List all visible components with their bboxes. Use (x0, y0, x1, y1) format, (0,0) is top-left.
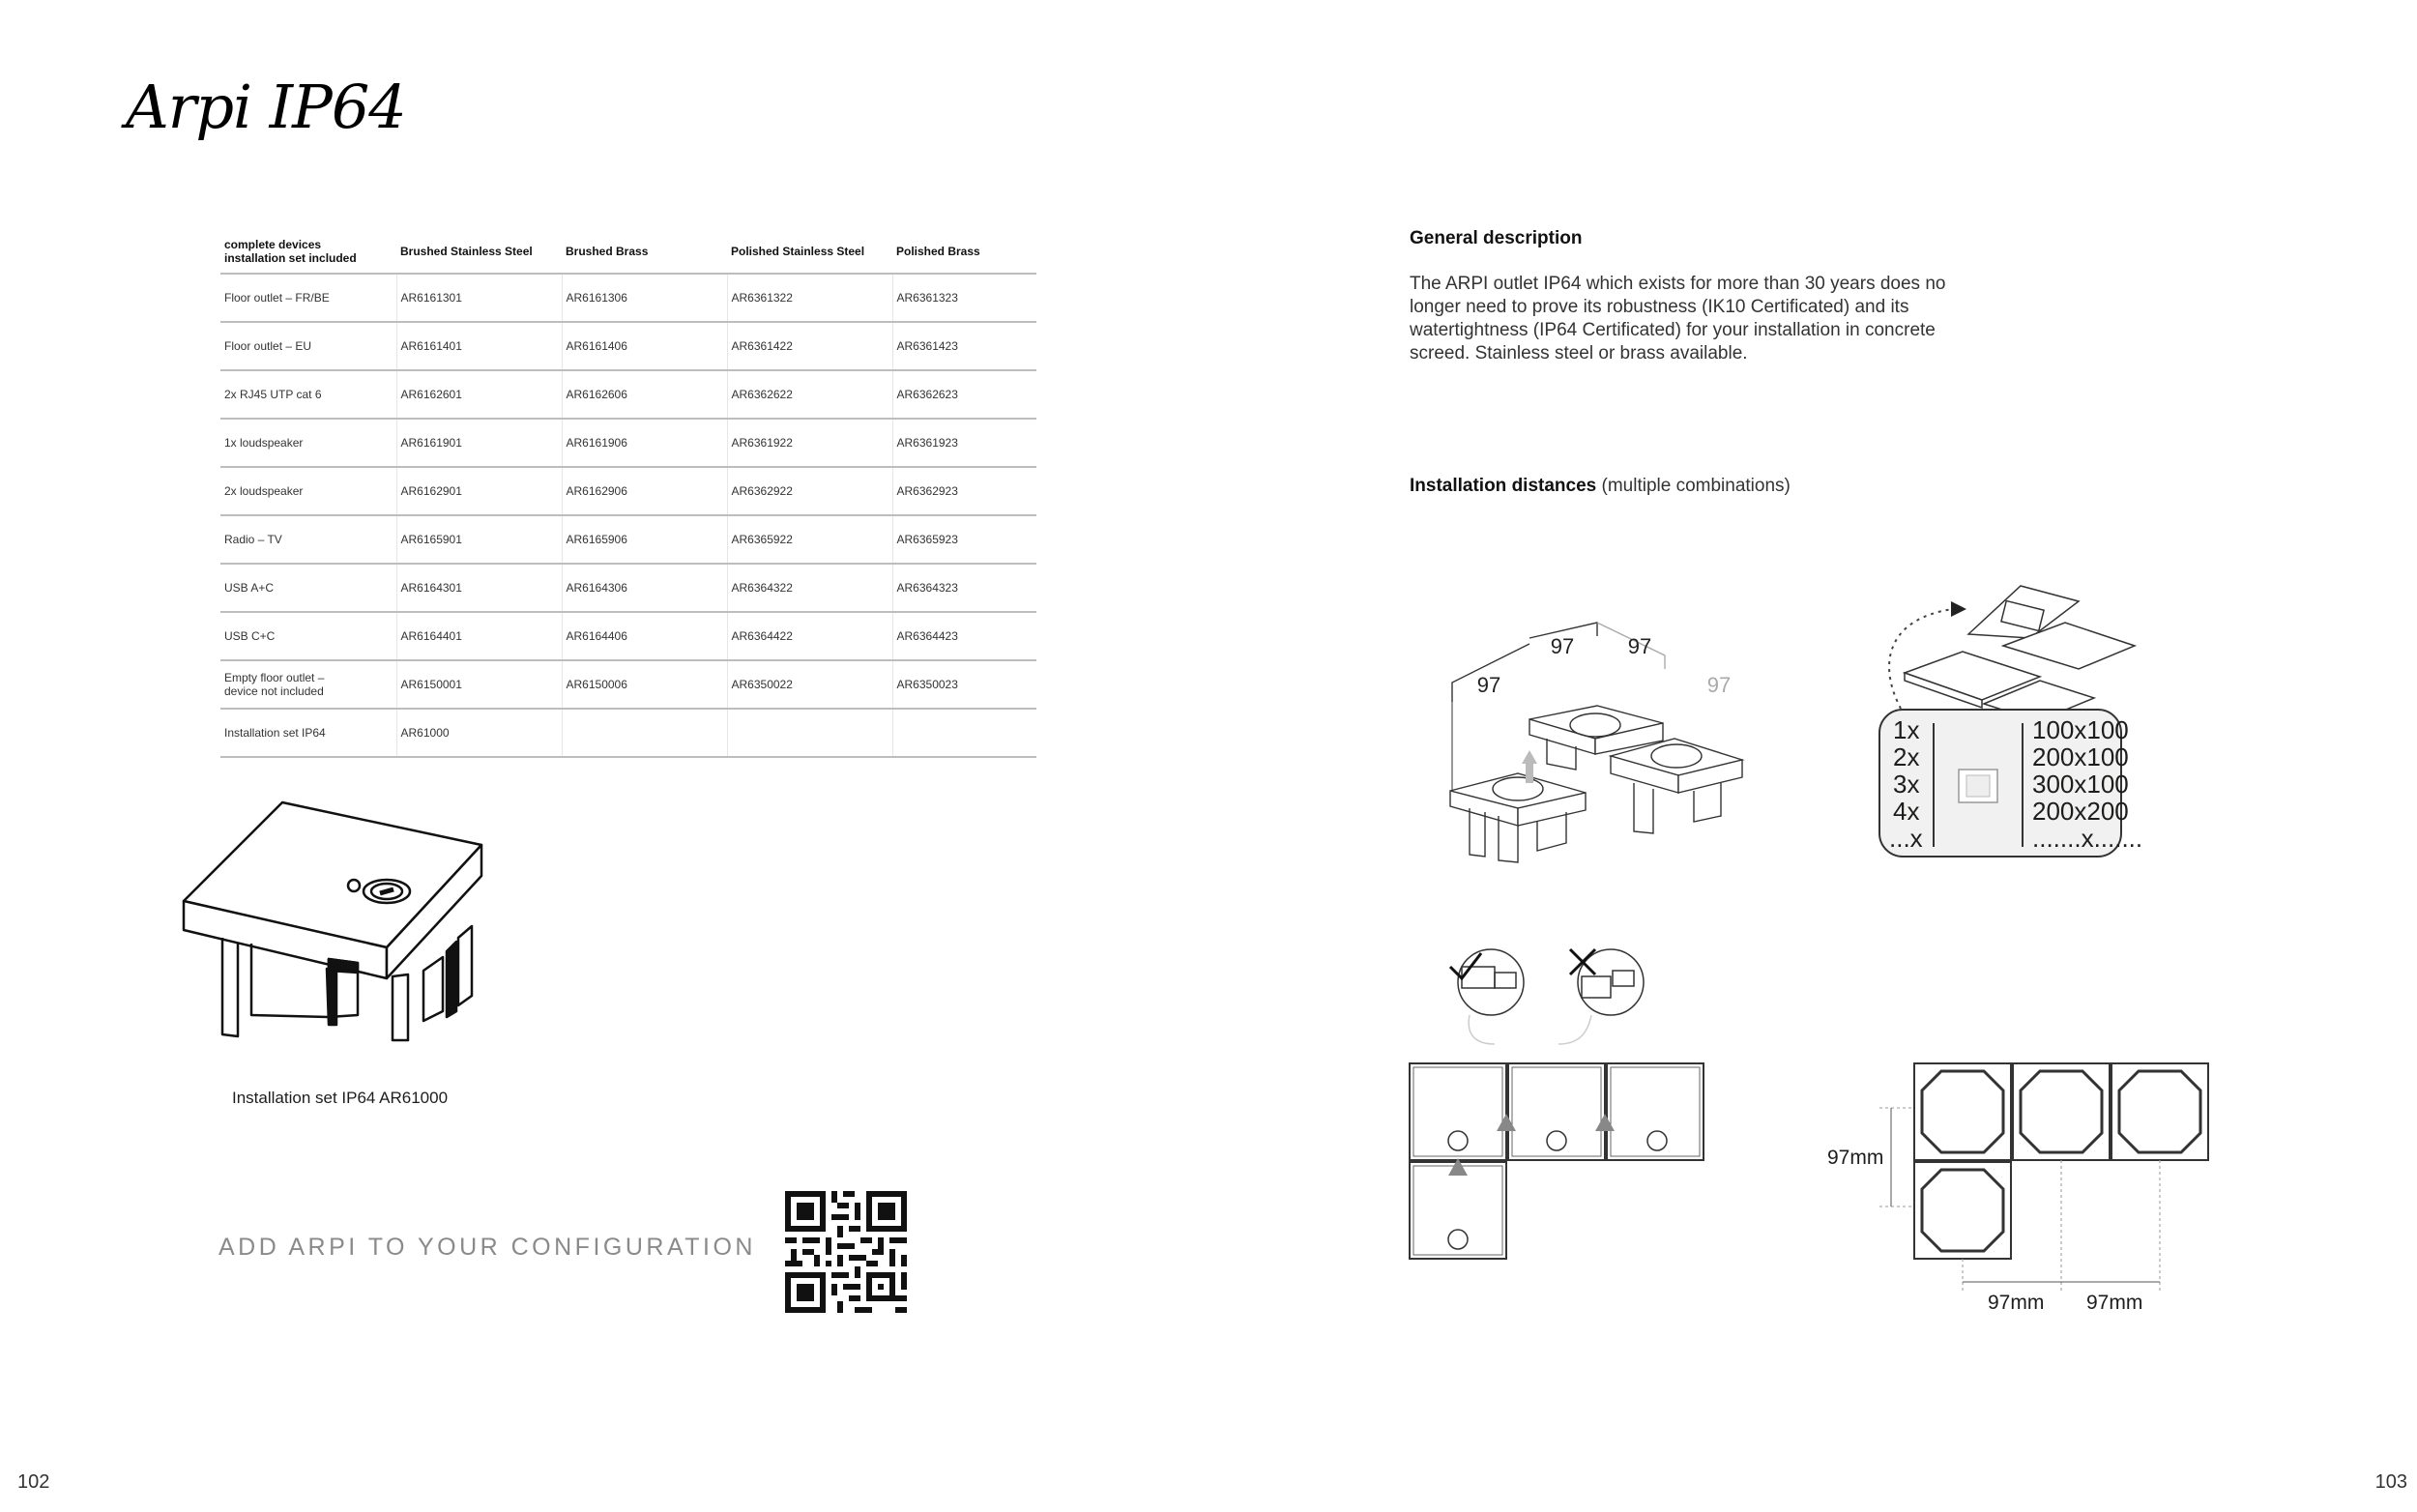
header-devices-line2: installation set included (224, 251, 357, 265)
code-cell: AR6362623 (892, 370, 1036, 419)
code-cell: AR6362923 (892, 467, 1036, 515)
code-cell: AR6161401 (396, 322, 562, 370)
row-label-line2: device not included (224, 684, 324, 698)
code-cell: AR6364423 (892, 612, 1036, 660)
table-row (220, 370, 1036, 419)
combinations-diagram (1876, 580, 2166, 880)
horizontal-measure: 97mm (1988, 1292, 2045, 1314)
installation-set-illustration (174, 793, 503, 1054)
code-cell: AR6161406 (562, 322, 727, 370)
code-cell: AR6350023 (892, 660, 1036, 709)
combo-size: 200x200 (2032, 797, 2129, 826)
spacing-diagram (1818, 1058, 2224, 1319)
table-row (220, 612, 1036, 660)
table-row (220, 709, 1036, 757)
combo-size: 100x100 (2032, 715, 2129, 744)
installation-distances-heading (1410, 476, 1791, 497)
code-cell: AR6165906 (562, 515, 727, 564)
table-row (220, 660, 1036, 709)
table-row (220, 419, 1036, 467)
row-label: Installation set IP64 (220, 709, 396, 757)
code-cell: AR6364323 (892, 564, 1036, 612)
dimension-label: 97 (1706, 673, 1732, 697)
row-label: Floor outlet – FR/BE (220, 274, 396, 322)
code-cell: AR6161901 (396, 419, 562, 467)
code-cell: AR6164406 (562, 612, 727, 660)
installation-heading-sub: (multiple combinations) (1601, 476, 1791, 496)
table-header-polished-steel: Polished Stainless Steel (727, 230, 892, 274)
combo-size: 300x100 (2032, 770, 2129, 799)
code-cell: AR6361423 (892, 322, 1036, 370)
row-label-line1: Empty floor outlet – (224, 671, 325, 684)
dimension-label: 97 (1476, 673, 1501, 697)
row-label: 2x RJ45 UTP cat 6 (220, 370, 396, 419)
code-cell: AR6350022 (727, 660, 892, 709)
code-cell: AR6362922 (727, 467, 892, 515)
general-description-heading: General description (1410, 228, 1583, 248)
combo-count: ...x (1889, 824, 1923, 853)
table-header-row (220, 230, 1036, 274)
combo-count: 4x (1893, 797, 1920, 826)
code-cell: AR6164301 (396, 564, 562, 612)
combo-count: 3x (1893, 770, 1920, 799)
alignment-diagram (1408, 938, 1717, 1276)
code-cell: AR6364322 (727, 564, 892, 612)
code-cell: AR6361922 (727, 419, 892, 467)
code-cell: AR6165901 (396, 515, 562, 564)
table-row (220, 467, 1036, 515)
page-number-left: 102 (17, 1471, 50, 1493)
table-row (220, 322, 1036, 370)
code-cell: AR61000 (396, 709, 562, 757)
code-cell (562, 709, 727, 757)
installation-heading-bold: Installation distances (1410, 476, 1597, 496)
code-cell: AR6161301 (396, 274, 562, 322)
configuration-cta[interactable]: ADD ARPI TO YOUR CONFIGURATION (218, 1234, 756, 1261)
code-cell: AR6361923 (892, 419, 1036, 467)
combo-count: 2x (1893, 742, 1920, 771)
dimension-iso-diagram (1441, 619, 1769, 880)
row-label: Radio – TV (220, 515, 396, 564)
code-cell: AR6161306 (562, 274, 727, 322)
row-label: 2x loudspeaker (220, 467, 396, 515)
page-number-right: 103 (2374, 1471, 2407, 1493)
table-header-brushed-brass: Brushed Brass (562, 230, 727, 274)
row-label: 1x loudspeaker (220, 419, 396, 467)
dimension-label: 97 (1550, 634, 1575, 658)
code-cell (892, 709, 1036, 757)
row-label (220, 660, 396, 709)
code-cell: AR6150001 (396, 660, 562, 709)
code-cell: AR6162906 (562, 467, 727, 515)
table-header-brushed-steel: Brushed Stainless Steel (396, 230, 562, 274)
qr-code[interactable] (785, 1191, 907, 1313)
horizontal-measure: 97mm (2086, 1292, 2143, 1314)
code-cell: AR6361422 (727, 322, 892, 370)
code-cell: AR6364422 (727, 612, 892, 660)
table-row (220, 564, 1036, 612)
code-cell: AR6365922 (727, 515, 892, 564)
table-row (220, 515, 1036, 564)
row-label: USB C+C (220, 612, 396, 660)
code-cell: AR6164401 (396, 612, 562, 660)
combo-size: .......x....... (2032, 824, 2143, 853)
code-cell: AR6365923 (892, 515, 1036, 564)
combo-size: 200x100 (2032, 742, 2129, 771)
table-row (220, 274, 1036, 322)
code-cell: AR6361322 (727, 274, 892, 322)
code-cell: AR6161906 (562, 419, 727, 467)
vertical-measure: 97mm (1827, 1147, 1884, 1169)
product-table (220, 230, 1036, 758)
code-cell: AR6162901 (396, 467, 562, 515)
code-cell: AR6362622 (727, 370, 892, 419)
code-cell: AR6361323 (892, 274, 1036, 322)
code-cell (727, 709, 892, 757)
table-header-polished-brass: Polished Brass (892, 230, 1036, 274)
dimension-label: 97 (1627, 634, 1652, 658)
installation-set-caption: Installation set IP64 AR61000 (232, 1089, 449, 1107)
header-devices-line1: complete devices (224, 238, 322, 251)
table-header-devices (220, 230, 396, 274)
row-label: USB A+C (220, 564, 396, 612)
page-title: Arpi IP64 (126, 72, 406, 142)
row-label: Floor outlet – EU (220, 322, 396, 370)
code-cell: AR6150006 (562, 660, 727, 709)
code-cell: AR6162601 (396, 370, 562, 419)
general-description-text: The ARPI outlet IP64 which exists for more than 30 years does no longer need to prove its robustness (IK10 Certificated) and its watertightness (IP64 Certificated) for your installation in concrete screed. Stainless steel or brass available. (1410, 274, 1946, 363)
code-cell: AR6162606 (562, 370, 727, 419)
combo-count: 1x (1893, 715, 1920, 744)
code-cell: AR6164306 (562, 564, 727, 612)
